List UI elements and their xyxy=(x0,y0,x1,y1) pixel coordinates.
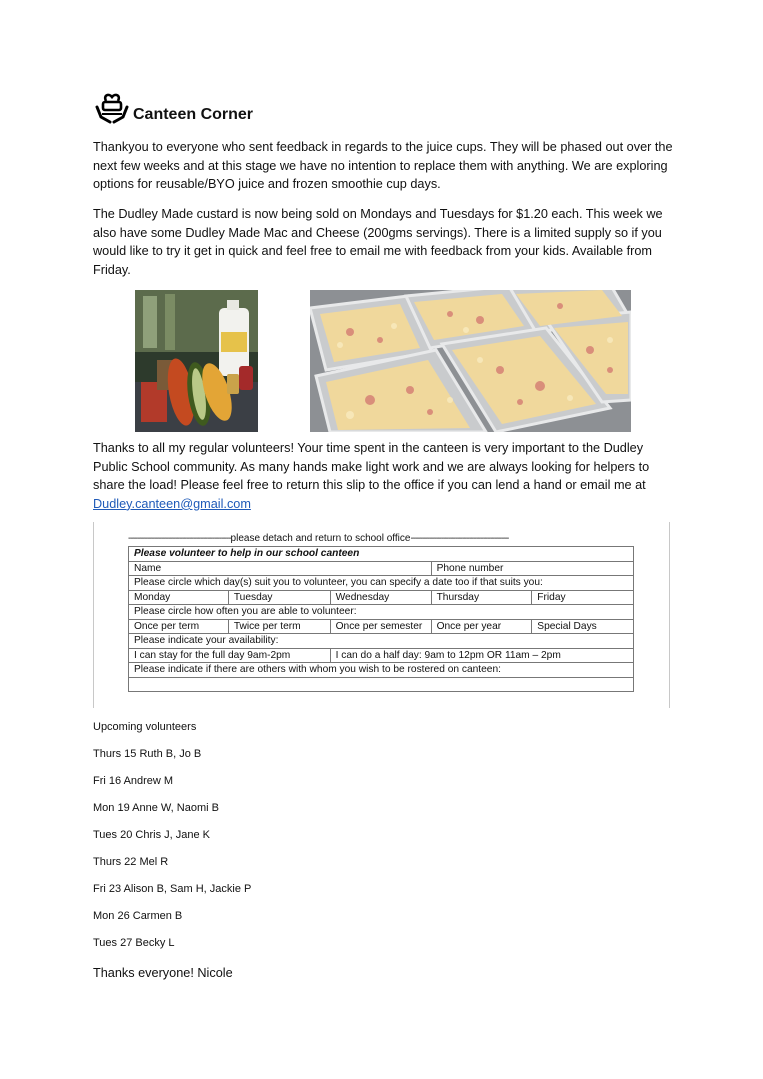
detach-dashes-left: -------------------------------------------- xyxy=(128,533,231,544)
volunteers-heading: Upcoming volunteers xyxy=(93,721,197,733)
others-prompt-row xyxy=(129,663,634,678)
full-day-option: I can stay for the full day 9am-2pm xyxy=(129,648,331,663)
name-row xyxy=(129,561,634,576)
list-item: Fri 23 Alison B, Sam H, Jackie P xyxy=(93,883,252,895)
frequency-prompt: Please circle how often you are able to volunteer: xyxy=(129,605,634,620)
section-heading xyxy=(94,92,253,126)
list-item: Mon 19 Anne W, Naomi B xyxy=(93,802,219,814)
day-option: Wednesday xyxy=(330,590,431,605)
list-item: Mon 26 Carmen B xyxy=(93,910,183,922)
closing-signoff: Thanks everyone! Nicole xyxy=(93,966,233,980)
list-item: Tues 27 Becky L xyxy=(93,937,175,949)
name-field: Name xyxy=(129,561,432,576)
others-blank-row xyxy=(129,677,634,692)
mac-and-cheese-trays-photo xyxy=(310,290,631,432)
canteen-email-link[interactable]: Dudley.canteen@gmail.com xyxy=(93,496,251,511)
list-item: Fri 16 Andrew M xyxy=(93,775,174,787)
others-blank-field xyxy=(129,677,634,692)
days-prompt-row xyxy=(129,576,634,591)
chef-hat-serving-icon xyxy=(94,92,130,126)
frequency-option: Once per term xyxy=(129,619,229,634)
volunteers-paragraph xyxy=(93,439,673,513)
others-prompt: Please indicate if there are others with whom you wish to be rostered on canteen: xyxy=(129,663,634,678)
freq-prompt-row xyxy=(129,605,634,620)
form-title: Please volunteer to help in our school canteen xyxy=(129,547,634,562)
custard-paragraph: The Dudley Made custard is now being sold on Mondays and Tuesdays for $1.20 each. This week we also have some Dudley Made Mac and Cheese (200gms servings). There is a limited supply so if you would like to try it get in quick and feel free to email me with feedback from your kids. Available from Friday. xyxy=(93,207,663,277)
day-option: Monday xyxy=(129,590,229,605)
list-item: Tues 20 Chris J, Jane K xyxy=(93,829,210,841)
volunteers-text: Thanks to all my regular volunteers! Your time spent in the canteen is very important to the Dudley Public School community. As many hands make light work and we are always looking for helpers to share the load! Please feel free to return this slip to the office if you can lend a hand or email me at xyxy=(93,441,650,493)
day-option: Thursday xyxy=(431,590,532,605)
frequency-option: Once per semester xyxy=(330,619,431,634)
half-day-option: I can do a half day: 9am to 12pm OR 11am – 2pm xyxy=(330,648,633,663)
list-item: Thurs 15 Ruth B, Jo B xyxy=(93,748,202,760)
frequency-option: Special Days xyxy=(532,619,634,634)
volunteer-form-table xyxy=(128,546,634,692)
phone-field: Phone number xyxy=(431,561,633,576)
page-title: Canteen Corner xyxy=(133,106,254,123)
avail-prompt-row xyxy=(129,634,634,649)
freq-row xyxy=(129,619,634,634)
detach-dashes-right: ------------------------------------------ xyxy=(410,533,509,544)
frequency-option: Once per year xyxy=(431,619,532,634)
frequency-option: Twice per term xyxy=(228,619,330,634)
form-title-row xyxy=(129,547,634,562)
days-row xyxy=(129,590,634,605)
day-option: Friday xyxy=(532,590,634,605)
groceries-photo xyxy=(135,290,258,432)
day-option: Tuesday xyxy=(228,590,330,605)
avail-row xyxy=(129,648,634,663)
days-prompt: Please circle which day(s) suit you to volunteer, you can specify a date too if that suits you: xyxy=(129,576,634,591)
detach-text: please detach and return to school office xyxy=(230,533,411,544)
detach-line xyxy=(128,533,632,544)
juice-cups-paragraph: Thankyou to everyone who sent feedback in regards to the juice cups. They will be phased out over the next few weeks and at this stage we have no intention to replace them with anything. We are exploring options for reusable/BYO juice and frozen smoothie cup days. xyxy=(93,140,673,192)
availability-prompt: Please indicate your availability: xyxy=(129,634,634,649)
list-item: Thurs 22 Mel R xyxy=(93,856,169,868)
